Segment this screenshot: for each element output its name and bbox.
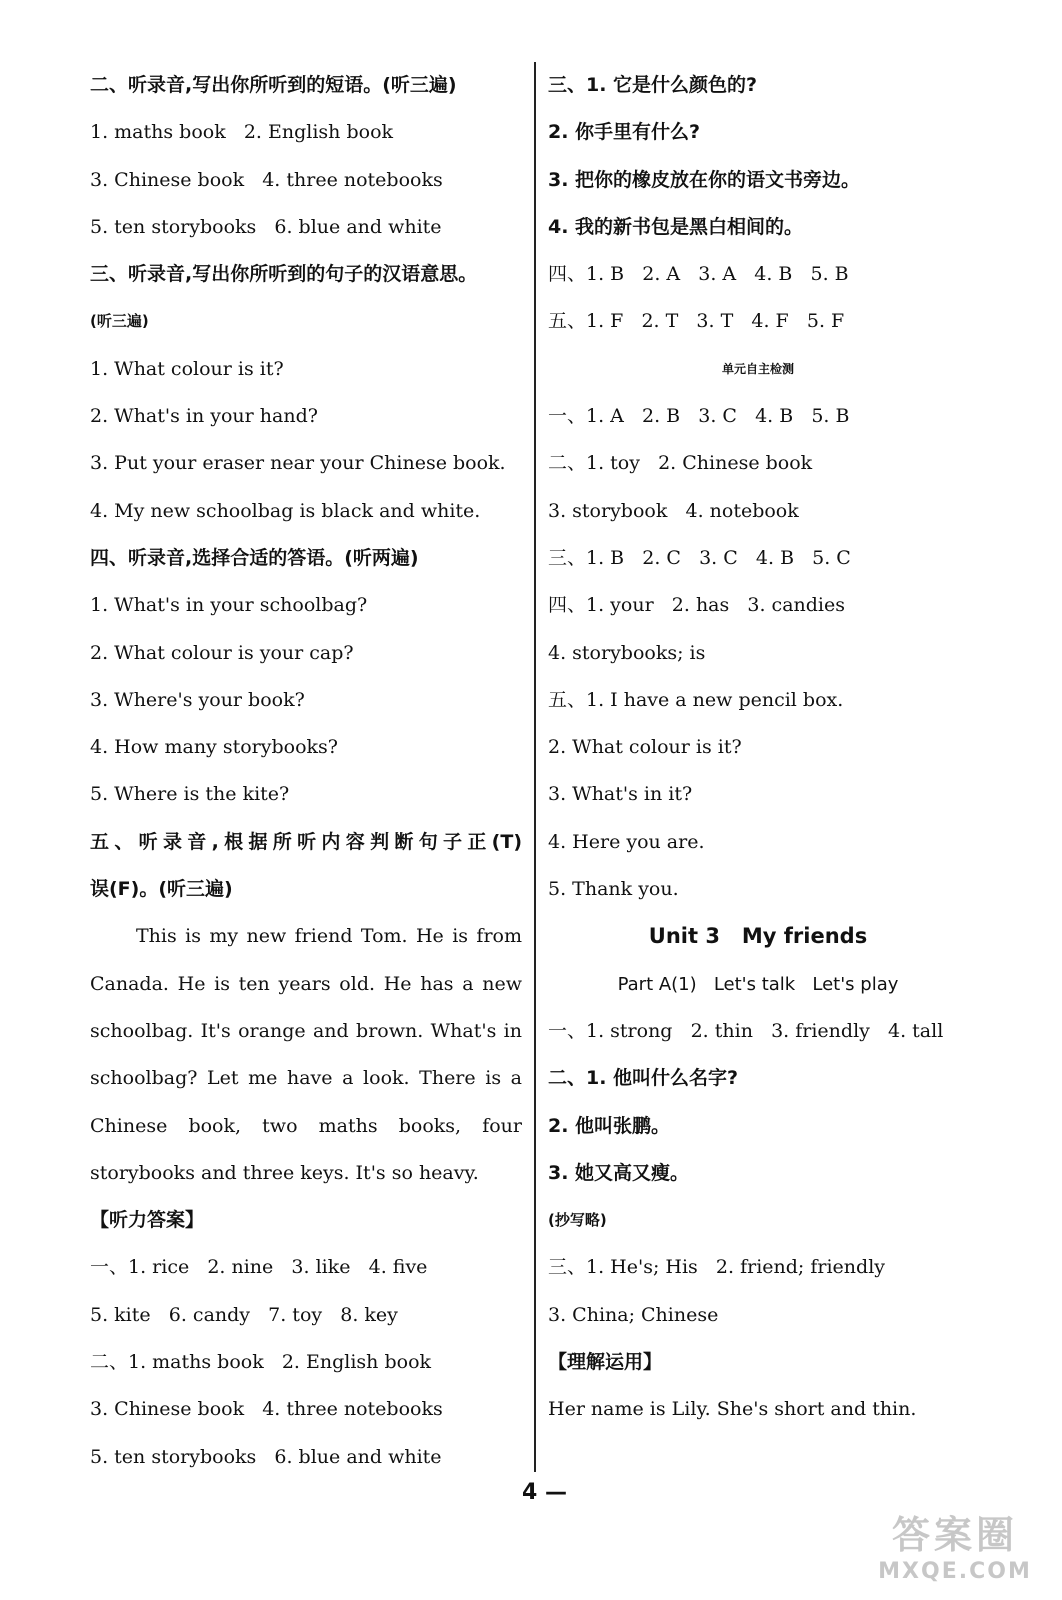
left-text-line: 4. My new schoolbag is black and white.	[90, 499, 481, 522]
left-text-line: 四、听录音,选择合适的答语。(听两遍)	[90, 546, 419, 569]
left-text-line: 三、听录音,写出你所听到的句子的汉语意思。	[90, 263, 478, 286]
left-text-line: schoolbag? Let me have a look. There is a	[90, 1067, 522, 1090]
left-text-line: 二、听录音,写出你所听到的短语。(听三遍)	[90, 74, 457, 96]
right-text-line: 二、1. 他叫什么名字?	[548, 1067, 739, 1090]
right-text-line: Part A(1) Let's talk Let's play	[617, 973, 899, 995]
right-text-line: 【理解运用】	[548, 1351, 663, 1374]
right-text-line: 五、1. I have a new pencil box.	[548, 688, 844, 711]
left-text-line: 【听力答案】	[90, 1209, 205, 1232]
watermark-logo	[860, 1504, 1050, 1592]
left-text-line: 3. Chinese book 4. three notebooks	[90, 1398, 443, 1421]
right-text-line: 3. 把你的橡皮放在你的语文书旁边。	[548, 168, 861, 191]
left-text-line: 1. What's in your schoolbag?	[90, 594, 368, 617]
right-text-line: 一、1. strong 2. thin 3. friendly 4. tall	[548, 1019, 944, 1042]
right-text-line: Her name is Lily. She's short and thin.	[548, 1398, 917, 1421]
right-text-line: 2. 你手里有什么?	[548, 121, 701, 144]
left-text-line: 1. maths book 2. English book	[90, 121, 394, 144]
right-text-line: 3. China; Chinese	[548, 1303, 719, 1326]
right-text-line: 4. storybooks; is	[548, 641, 706, 664]
left-text-line: 二、1. maths book 2. English book	[90, 1351, 432, 1374]
right-text-line: Unit 3 My friends	[648, 924, 868, 949]
page-number: 4 —	[522, 1480, 567, 1505]
watermark-url: MXQE.COM	[878, 1559, 1032, 1584]
left-text-line: 4. How many storybooks?	[90, 736, 338, 759]
left-text-line: 五、听录音,根据所听内容判断句子正(T)	[90, 830, 522, 853]
left-text-line: 1. What colour is it?	[90, 357, 284, 380]
left-text-line: 5. kite 6. candy 7. toy 8. key	[90, 1303, 398, 1326]
right-column	[548, 62, 968, 1434]
right-text-line: 单元自主检测	[721, 361, 794, 376]
left-text-line: 误(F)。(听三遍)	[90, 878, 233, 901]
watermark-title: 答案圈	[891, 1513, 1018, 1557]
right-text-line: (抄写略)	[548, 1211, 607, 1230]
right-text-line: 四、1. your 2. has 3. candies	[548, 594, 845, 617]
right-text-line: 二、1. toy 2. Chinese book	[548, 452, 813, 475]
left-text-line: 5. ten storybooks 6. blue and white	[90, 215, 442, 238]
right-text-line: 五、1. F 2. T 3. T 4. F 5. F	[548, 310, 845, 333]
left-text-line: 3. Chinese book 4. three notebooks	[90, 168, 443, 191]
right-text-line: 4. 我的新书包是黑白相间的。	[548, 215, 804, 238]
right-text-line: 三、1. 它是什么颜色的?	[548, 74, 758, 96]
left-text-line: Chinese book, two maths books, four	[90, 1114, 522, 1137]
right-text-line: 一、1. A 2. B 3. C 4. B 5. B	[548, 405, 850, 428]
right-text-line: 2. What colour is it?	[548, 736, 742, 759]
left-text-line: 3. Where's your book?	[90, 688, 305, 711]
left-text-line: 2. What's in your hand?	[90, 405, 318, 428]
left-text-line: 5. ten storybooks 6. blue and white	[90, 1445, 442, 1468]
right-text-line: 4. Here you are.	[548, 830, 705, 853]
right-text-line: 四、1. B 2. A 3. A 4. B 5. B	[548, 263, 849, 286]
left-text-line: schoolbag. It's orange and brown. What's in	[90, 1019, 522, 1042]
right-text-line: 3. What's in it?	[548, 783, 693, 806]
left-text-line: 2. What colour is your cap?	[90, 641, 354, 664]
right-text-line: 三、1. He's; His 2. friend; friendly	[548, 1256, 885, 1279]
column-divider	[534, 62, 536, 1472]
left-text-line: This is my new friend Tom. He is from	[136, 925, 522, 948]
left-text-line: 5. Where is the kite?	[90, 783, 290, 806]
right-text-line: 三、1. B 2. C 3. C 4. B 5. C	[548, 546, 851, 569]
left-text-line: storybooks and three keys. It's so heavy.	[90, 1161, 479, 1184]
right-text-line: 3. 她又高又瘦。	[548, 1161, 690, 1184]
left-text-line: 一、1. rice 2. nine 3. like 4. five	[90, 1256, 428, 1279]
left-text-line: Canada. He is ten years old. He has a new	[90, 972, 522, 995]
left-text-line: 3. Put your eraser near your Chinese book.	[90, 452, 506, 475]
right-text-line: 5. Thank you.	[548, 878, 679, 901]
left-text-line: (听三遍)	[90, 312, 149, 331]
right-text-line: 2. 他叫张鹏。	[548, 1114, 671, 1137]
right-text-line: 3. storybook 4. notebook	[548, 499, 799, 522]
left-column	[90, 62, 522, 1481]
